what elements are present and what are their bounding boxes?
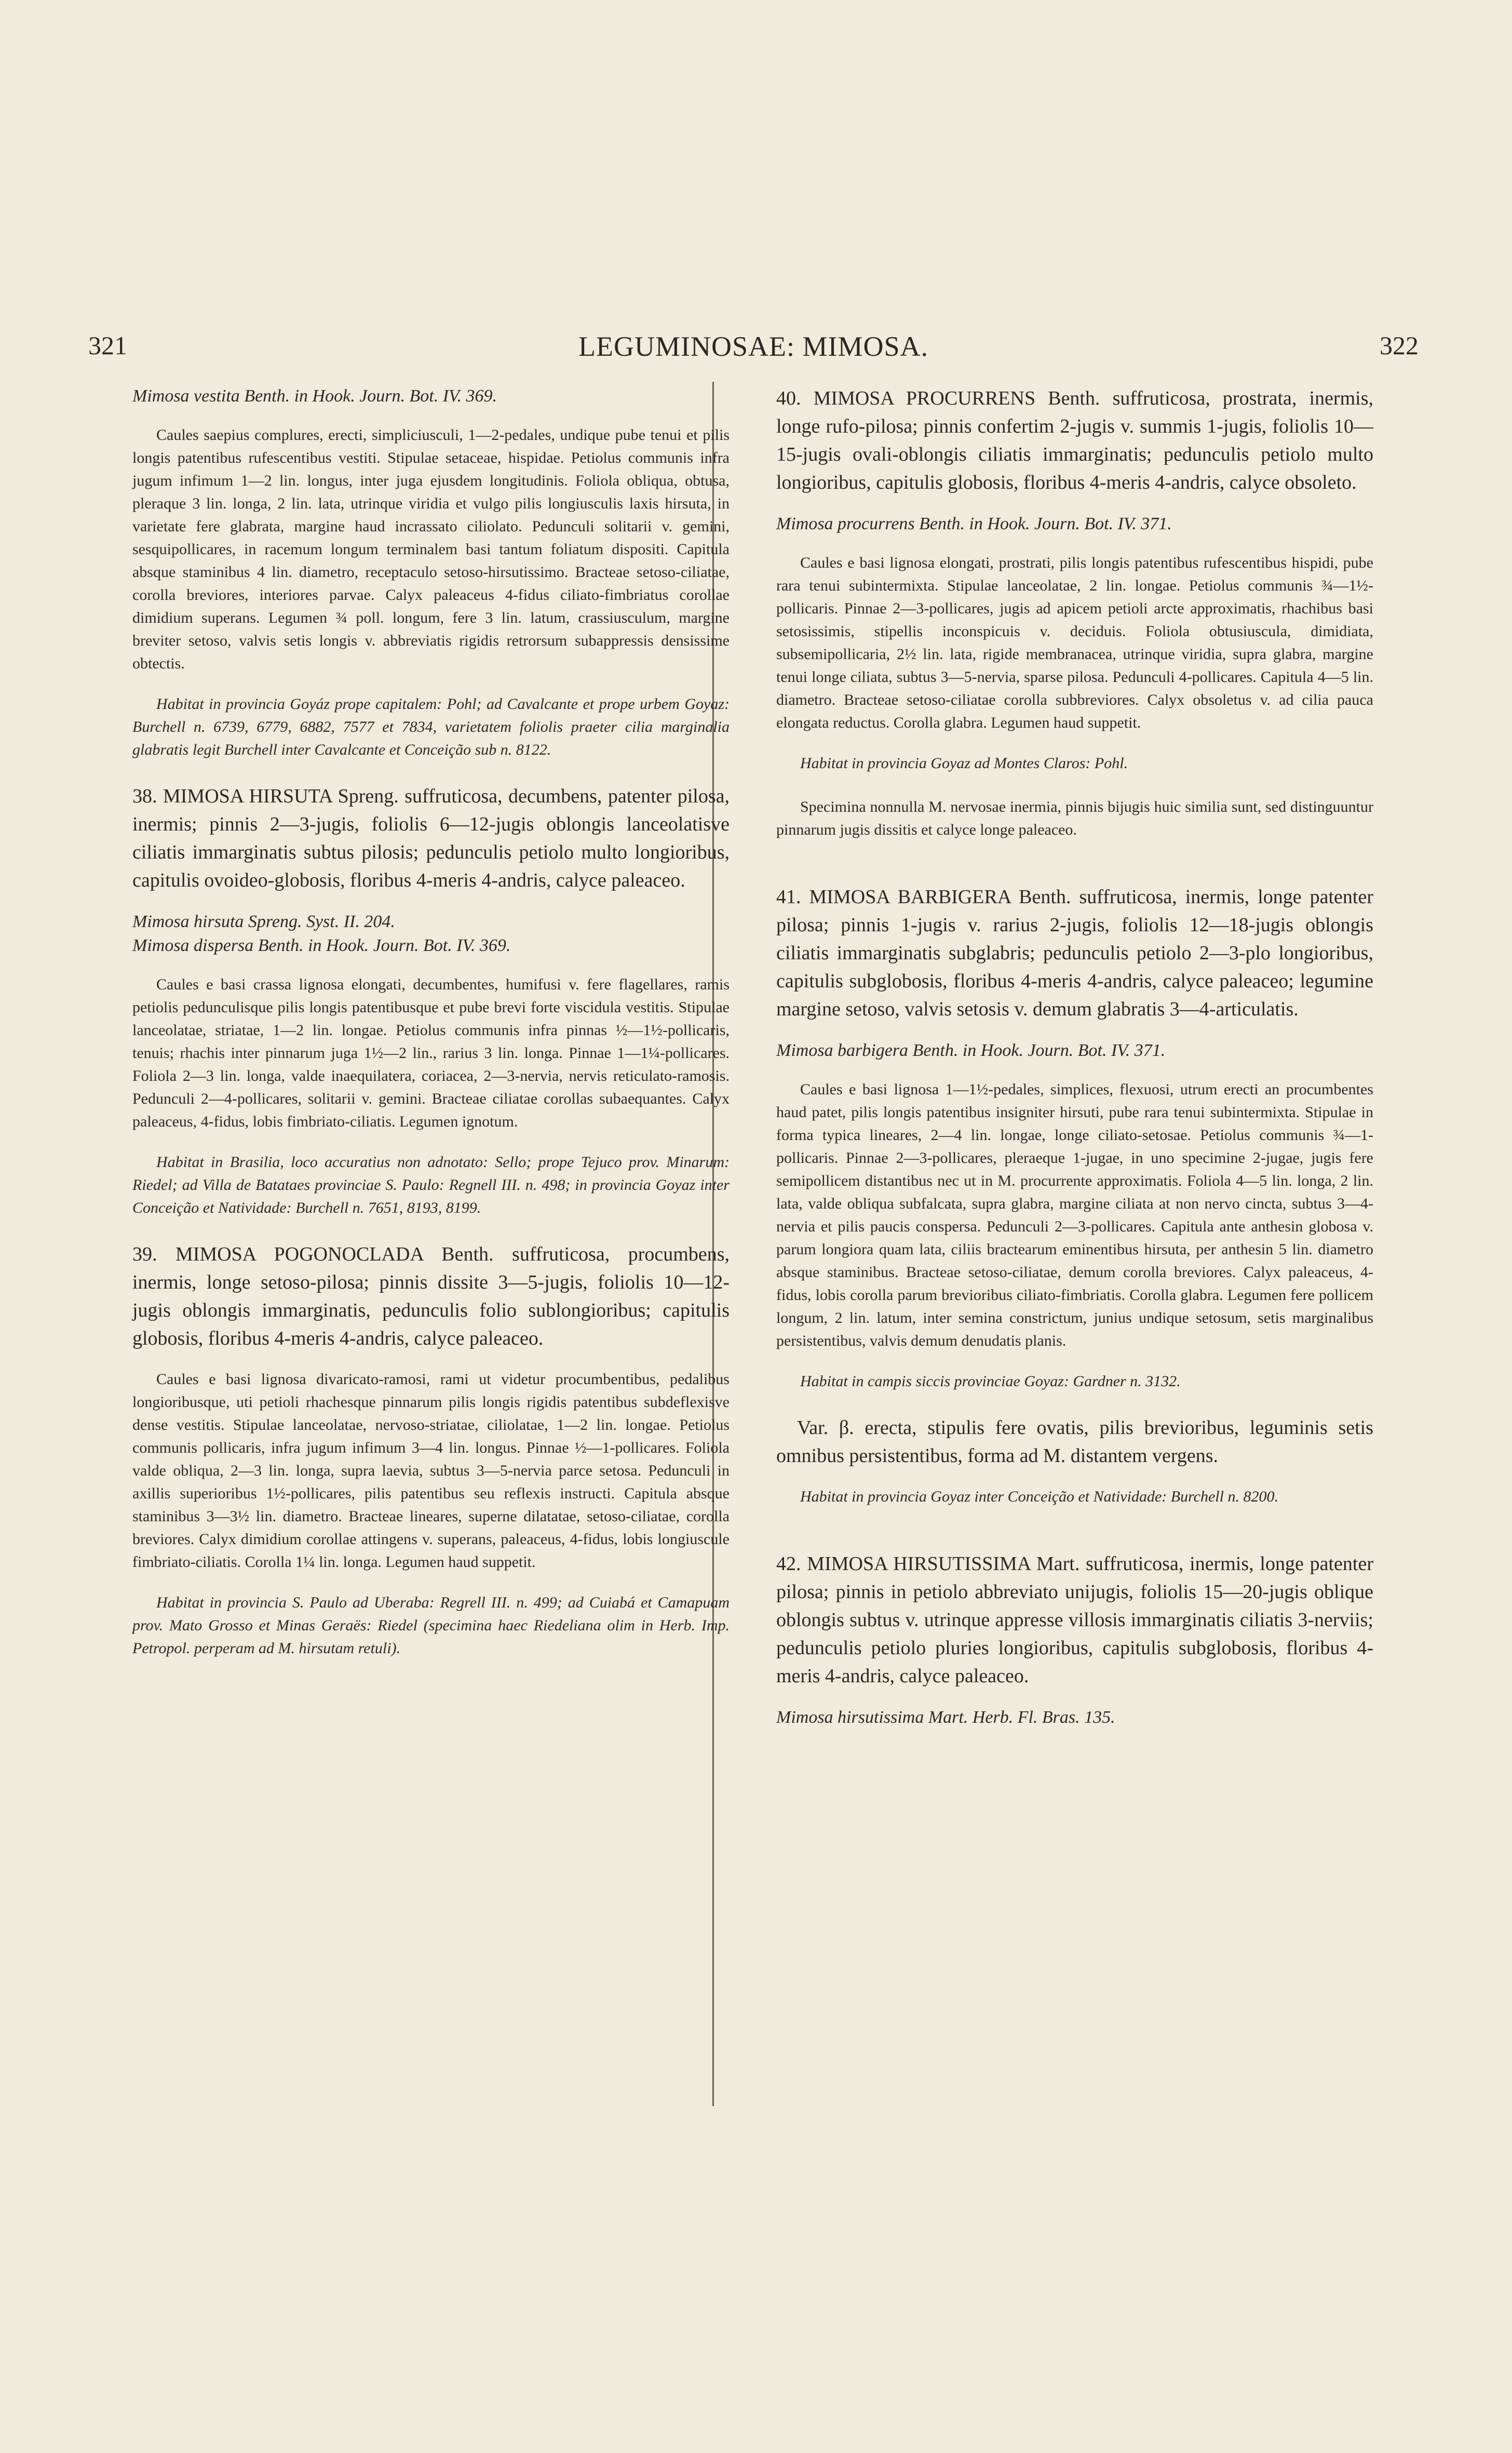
species-41-heading: 41. MIMOSA BARBIGERA Benth. suffruticosa, inermis, longe patenter pilosa; pinnis 1-jugis v. rarius 2-jugis, foliolis 12—18-jugis oblongis ciliatis immarginatis subglabris; pedunculis petiolo 2—3-plo longioribus, capitulis subglobosis, floribus 4-meris 4-andris, calyce paleaceo; legumine margine setoso, valvis setosis v. demum glabratis 3—4-articulatis. bbox=[776, 886, 1373, 1020]
species-37-description: Caules saepius complures, erecti, simpliciusculi, 1—2-pedales, undique pube tenui et pilis longis patentibus rufescentibus vestiti. Stipulae setaceae, hispidae. Petiolus communis infra jugum infimum 1—2 lin. longus, inter juga ejusdem longitudinis. Foliola obliqua, obtusa, pleraque 3 lin. longa, 2 lin. lata, utrinque viridia et vulgo pilis longiusculis laxis hirsuta, in varietate fere glabrata, margine haud incrassato ciliolato. Pedunculi solitarii v. gemini, sesquipollicares, in racemum longum terminalem basi tantum foliatum dispositi. Capitula absque staminibus 4 lin. diametro, receptaculo setoso-hirsutissimo. Bracteae setoso-ciliatae, corolla breviores, interiores parvae. Calyx paleaceus 4-fidus ciliato-fimbriatus corollae dimidium superans. Legumen ¾ poll. longum, fere 3 lin. latum, crassiusculum, margine breviter setoso, valvis setis longis v. abbreviatis rigidis retrorsum subappressis densissime obtectis. bbox=[132, 426, 730, 672]
species-41-variety-habitat: Habitat in provincia Goyaz inter Conceição et Natividade: Burchell n. 8200. bbox=[800, 1488, 1278, 1505]
species-38-synonyms bbox=[132, 910, 730, 958]
species-38-heading: 38. MIMOSA HIRSUTA Spreng. suffruticosa, decumbens, patenter pilosa, inermis; pinnis 2—3-jugis, foliolis 6—12-jugis oblongis lanceolatisve ciliatis immarginatis subtus pilosis; pedunculis petiolo multo longioribus, capitulis ovoideo-globosis, floribus 4-meris 4-andris, calyce paleaceo. bbox=[132, 785, 730, 891]
species-41-description: Caules e basi lignosa 1—1½-pedales, simplices, flexuosi, utrum erecti an procumbentes haud patet, pilis longis patentibus insigniter hirsuti, pube rara tenui subintermixta. Stipulae in forma typica lineares, 2—4 lin. longae, longe ciliato-setosae. Petiolus communis ¾—1-pollicaris. Pinnae 2—3-pollicares, pleraeque 1-jugae, in uno specimine 2-jugae, jugis fere semipollicem distantibus nec ut in M. procurrente approximatis. Foliola 4—5 lin. longa, 2 lin. lata, valde obliqua subfalcata, supra glabra, margine ciliata at non nervo cincta, subtus 3—4-nervia et pilis paucis conspersa. Pedunculi 2—3-pollicares. Capitula ante anthesin globosa v. parum longiora quam lata, ciliis bractearum eminentibus hirsuta, per anthesin 5 lin. diametro absque staminibus. Bracteae setoso-ciliatae, demum corolla breviores. Calyx paleaceus, 4-fidus, lobis corolla parum brevioribus ciliato-fimbriatis. Corolla glabra. Legumen fere pollicem longum, 2 lin. latum, inter semina constrictum, junius undique setosum, setis marginalibus persistentibus, valvis demum denudatis planis. bbox=[776, 1081, 1373, 1349]
species-41-citation: Mimosa barbigera Benth. in Hook. Journ. Bot. IV. 371. bbox=[776, 1041, 1166, 1060]
species-38-description: Caules e basi crassa lignosa elongati, decumbentes, humifusi v. fere flagellares, ramis petiolis pedunculisque pilis longis patentibusque et pube brevi forte viscidula vestitis. Stipulae lanceolatae, striatae, 1—2 lin. longae. Petiolus communis infra pinnas ½—1½-pollicaris, tenuis; rhachis inter pinnarum juga 1½—2 lin., rarius 3 lin. longa. Pinnae 1—1¼-pollicares. Foliola 2—3 lin. longa, valde inaequilatera, coriacea, 2—3-nervia, nervis reticulato-ramosis. Pedunculi 2—4-pollicares, solitarii v. gemini. Bracteae ciliatae corollas subaequantes. Calyx paleaceus, 4-fidus, lobis fimbriato-ciliatis. Legumen ignotum. bbox=[132, 976, 730, 1130]
species-40-heading: 40. MIMOSA PROCURRENS Benth. suffruticosa, prostrata, inermis, longe rufo-pilosa; pinnis confertim 2-jugis v. summis 1-jugis, foliolis 10—15-jugis ovali-oblongis ciliatis immarginatis; pedunculis petiolo multo longioribus, capitulis globosis, floribus 4-meris 4-andris, calyce obsoleto. bbox=[776, 387, 1373, 493]
species-40-note: Specimina nonnulla M. nervosae inermia, pinnis bijugis huic similia sunt, sed distinguuntur pinnarum jugis dissitis et calyce longe paleaceo. bbox=[776, 798, 1373, 838]
species-39-description: Caules e basi lignosa divaricato-ramosi, rami ut videtur procumbentibus, pedalibus longioribusque, uti petioli rhachesque pinnarum pilis longis rigidis patentibus subdeflexisve dense vestitis. Stipulae lanceolatae, nervoso-striatae, ciliolatae, 1—2 lin. longae. Petiolus communis pollicaris, infra jugum infimum 3—4 lin. longus. Pinnae ½—1-pollicares. Foliola valde obliqua, 2—3 lin. longa, supra laevia, subtus 3—5-nervia parce setosa. Pedunculi in axillis superioribus 1½-pollicares, pilis patentibus seu reflexis instructi. Capitula absque staminibus 3—3½ lin. diametro. Bracteae lineares, superne dilatatae, setoso-ciliatae, corolla breviores. Calyx dimidium corollae attingens v. superans, paleaceus, 4-fidus, lobis longiuscule fimbriato-ciliatis. Corolla 1¼ lin. longa. Legumen haud suppetit. bbox=[132, 1371, 730, 1571]
species-40-habitat: Habitat in provincia Goyaz ad Montes Claros: Pohl. bbox=[800, 755, 1128, 772]
species-37-habitat: Habitat in provincia Goyáz prope capitalem: Pohl; ad Cavalcante et prope urbem Goyaz: Burchell n. 6739, 6779, 6882, 7577 et 7834, varietatem foliolis praeter cilia marginalia glabratis legit Burchell inter Cavalcante et Conceição sub n. 8122. bbox=[132, 695, 730, 758]
species-42-citation: Mimosa hirsutissima Mart. Herb. Fl. Bras. 135. bbox=[776, 1708, 1115, 1727]
species-39-habitat: Habitat in provincia S. Paulo ad Uberaba: Regrell III. n. 499; ad Cuiabá et Camapuam prov. Mato Grosso et Minas Geraës: Riedel (specimina haec Riedeliana olim in Herb. Imp. Petropol. perperam ad M. hirsutam retuli). bbox=[132, 1594, 730, 1657]
species-38-citation: Mimosa dispersa Benth. in Hook. Journ. Bot. IV. 369. bbox=[132, 936, 511, 955]
species-42-heading: 42. MIMOSA HIRSUTISSIMA Mart. suffruticosa, inermis, longe patenter pilosa; pinnis in petiolo abbreviato unijugis, foliolis 15—20-jugis oblique oblongis subtus v. utrinque appresse villosis immarginatis ciliatis 3-nerviis; pedunculis petiolo pluries longioribus, capitulis subglobosis, floribus 4-meris 4-andris, calyce paleaceo. bbox=[776, 1553, 1373, 1687]
running-title: LEGUMINOSAE: MIMOSA. bbox=[578, 331, 928, 362]
species-40-description: Caules e basi lignosa elongati, prostrati, pilis longis patentibus rufescentibus hispidi, pube rara tenui subintermixta. Stipulae lanceolatae, 2 lin. longae. Petiolus communis ¾—1½-pollicaris. Pinnae 2—3-pollicares, jugis ad apicem petioli arcte approximatis, rhachibus basi setosissimis, stipellis inconspicuis v. deciduis. Foliola obtusiuscula, dimidiata, subsemipollicaria, 2½ lin. lata, rigide membranacea, utrinque viridia, supra glabra, margine tenui longe ciliata, subtus 3—5-nervia, sparse pilosa. Pedunculi 4-pollicares. Capitula 4—5 lin. diametro. Bracteae setoso-ciliatae corolla subbreviores. Calyx obsoletus v. ad cilia pauca elongata reductus. Corolla glabra. Legumen haud suppetit. bbox=[776, 554, 1373, 731]
right-column bbox=[776, 384, 1373, 1745]
species-38-habitat: Habitat in Brasilia, loco accuratius non adnotato: Sello; prope Tejuco prov. Minarum: Riedel; ad Villa de Batataes provinciae S. Paulo: Regnell III. n. 498; in provincia Goyaz inter Conceição et Natividade: Burchell n. 7651, 8193, 8199. bbox=[132, 1154, 730, 1216]
page-header bbox=[88, 330, 1419, 372]
species-38-citation: Mimosa hirsuta Spreng. Syst. II. 204. bbox=[132, 912, 395, 931]
species-37-citation: Mimosa vestita Benth. in Hook. Journ. Bot. IV. 369. bbox=[132, 386, 497, 406]
left-page-number: 321 bbox=[88, 331, 127, 360]
species-41-variety: Var. β. erecta, stipulis fere ovatis, pilis brevioribus, leguminis setis omnibus persistentibus, forma ad M. distantem vergens. bbox=[776, 1417, 1373, 1467]
left-column bbox=[132, 384, 730, 1681]
species-41-habitat: Habitat in campis siccis provinciae Goyaz: Gardner n. 3132. bbox=[800, 1373, 1181, 1390]
species-40-citation: Mimosa procurrens Benth. in Hook. Journ. Bot. IV. 371. bbox=[776, 514, 1172, 533]
species-39-heading: 39. MIMOSA POGONOCLADA Benth. suffruticosa, procumbens, inermis, longe setoso-pilosa; pinnis dissite 3—5-jugis, foliolis 10—12-jugis oblongis immarginatis, pedunculis folio sublongioribus; capitulis globosis, floribus 4-meris 4-andris, calyce paleaceo. bbox=[132, 1243, 730, 1349]
right-page-number: 322 bbox=[1380, 331, 1419, 360]
